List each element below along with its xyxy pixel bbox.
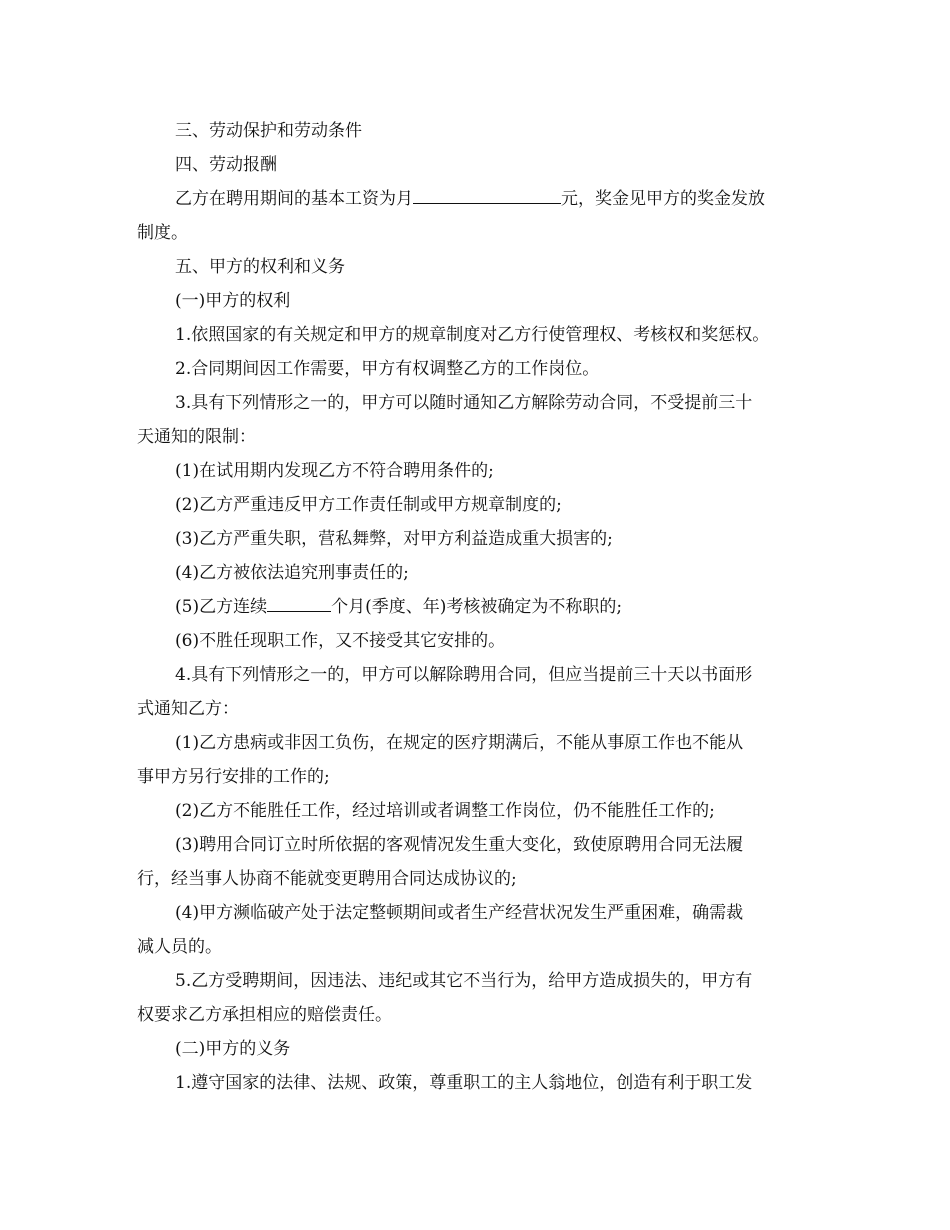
list-item-continuation: 事甲方另行安排的工作的;	[137, 767, 330, 787]
subsection-heading-rights: (一)甲方的权利	[175, 291, 291, 311]
paragraph-line: 权要求乙方承担相应的赔偿责任。	[137, 1005, 392, 1025]
months-blank	[267, 593, 331, 612]
paragraph-line: 式通知乙方：	[137, 699, 239, 719]
paragraph-line: 3.具有下列情形之一的，甲方可以随时通知乙方解除劳动合同，不受提前三十	[175, 393, 753, 413]
document-body	[137, 114, 827, 1100]
paragraph-line: 制度。	[137, 223, 188, 243]
list-item-continuation: 行，经当事人协商不能就变更聘用合同达成协议的;	[137, 869, 517, 889]
salary-text-after: 元，奖金见甲方的奖金发放	[561, 189, 765, 209]
paragraph-line: 2.合同期间因工作需要，甲方有权调整乙方的工作岗位。	[175, 359, 600, 379]
paragraph-line: 天通知的限制：	[137, 427, 256, 447]
list-item	[137, 590, 827, 624]
list-item: (1)在试用期内发现乙方不符合聘用条件的;	[175, 461, 494, 481]
paragraph-line	[137, 182, 827, 216]
paragraph-line: 4.具有下列情形之一的，甲方可以解除聘用合同，但应当提前三十天以书面形	[175, 665, 753, 685]
paragraph-line: 1.依照国家的有关规定和甲方的规章制度对乙方行使管理权、考核权和奖惩权。	[175, 325, 770, 345]
list-item: (3)乙方严重失职，营私舞弊，对甲方利益造成重大损害的;	[175, 529, 613, 549]
subsection-heading-obligations: (二)甲方的义务	[175, 1039, 291, 1059]
list-item: (2)乙方不能胜任工作，经过培训或者调整工作岗位，仍不能胜任工作的;	[175, 801, 715, 821]
salary-text-before: 乙方在聘用期间的基本工资为月	[175, 189, 413, 209]
section-heading-remuneration: 四、劳动报酬	[175, 155, 277, 175]
list-item-continuation: 减人员的。	[137, 937, 222, 957]
list-item: (6)不胜任现职工作，又不接受其它安排的。	[175, 631, 506, 651]
consecutive-text-after: 个月(季度、年)考核被确定为不称职的;	[331, 597, 623, 617]
list-item: (4)甲方濒临破产处于法定整顿期间或者生产经营状况发生严重困难，确需裁	[175, 903, 744, 923]
section-heading-party-a: 五、甲方的权利和义务	[175, 257, 345, 277]
list-item: (1)乙方患病或非因工负伤，在规定的医疗期满后，不能从事原工作也不能从	[175, 733, 744, 753]
salary-blank	[413, 185, 561, 204]
list-item: (3)聘用合同订立时所依据的客观情况发生重大变化，致使原聘用合同无法履	[175, 835, 744, 855]
list-item: (4)乙方被依法追究刑事责任的;	[175, 563, 409, 583]
paragraph-line: 1.遵守国家的法律、法规、政策，尊重职工的主人翁地位，创造有利于职工发	[175, 1073, 753, 1093]
section-heading-labor-protection: 三、劳动保护和劳动条件	[175, 121, 362, 141]
list-item: (2)乙方严重违反甲方工作责任制或甲方规章制度的;	[175, 495, 562, 515]
consecutive-text-before: (5)乙方连续	[175, 597, 268, 617]
paragraph-line: 5.乙方受聘期间，因违法、违纪或其它不当行为，给甲方造成损失的，甲方有	[175, 971, 753, 991]
